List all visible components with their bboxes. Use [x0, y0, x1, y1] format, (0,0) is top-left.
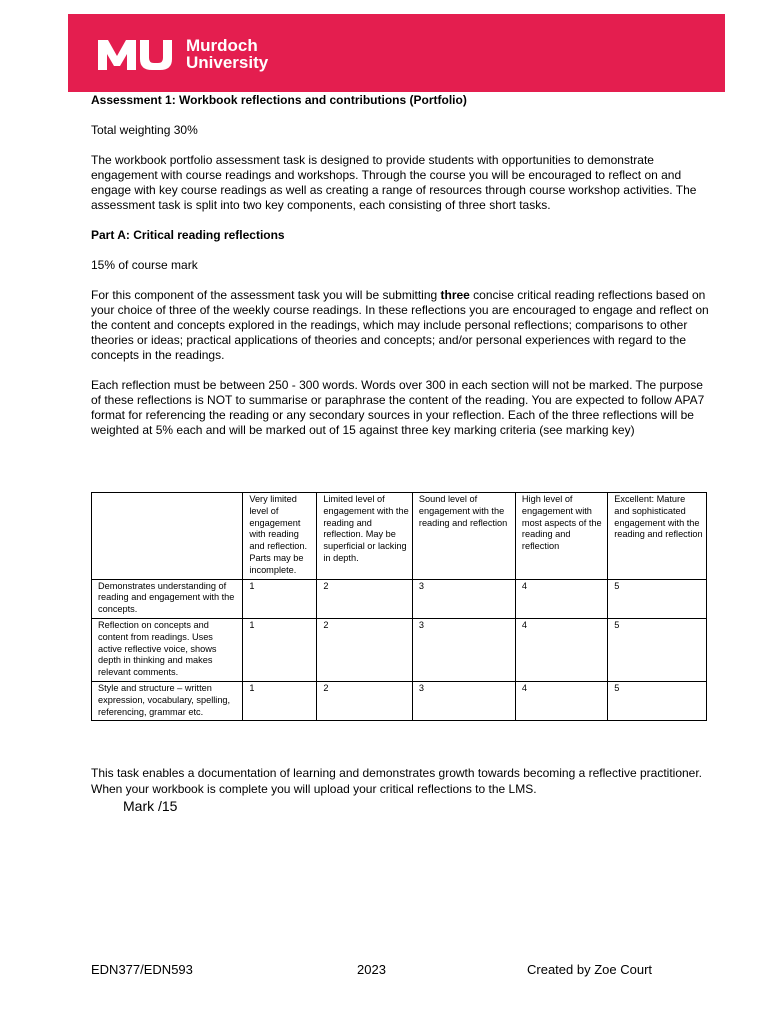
marking-key-table — [91, 492, 707, 721]
table-header-cell: Sound level of engagement with the reading and reflection — [412, 493, 515, 580]
footer-year: 2023 — [357, 962, 386, 977]
criterion-cell: Reflection on concepts and content from readings. Uses active reflective voice, shows depth in thinking and makes relevant comments. — [92, 618, 243, 681]
header-banner — [68, 14, 725, 92]
part-a-heading: Part A: Critical reading reflections — [91, 228, 285, 242]
table-header-cell: High level of engagement with most aspects of the reading and reflection — [515, 493, 607, 580]
logo-line-1: Murdoch — [186, 36, 258, 55]
score-cell: 3 — [412, 618, 515, 681]
para1-post: concise critical reading reflections based on your choice of three of the weekly course readings. In these reflections you are encouraged to engage and reflect on the content and concepts explored in the readings, which may include personal reflections; comparisons to other theories or ideas; practical applications of theories and concepts; and/or personal experiences with regard to the concepts in the readings. — [91, 288, 709, 362]
score-cell: 2 — [317, 618, 413, 681]
score-cell: 4 — [515, 681, 607, 720]
para1-bold: three — [440, 288, 470, 302]
table-header-cell: Excellent: Mature and sophisticated engagement with the reading and reflection — [608, 493, 707, 580]
table-header-row — [92, 493, 707, 580]
footer-author: Created by Zoe Court — [527, 962, 653, 977]
intro-paragraph: The workbook portfolio assessment task is designed to provide students with opportunities to demonstrate engagement with course readings and workshops. Through the course you will be encouraged to reflect on and engage with key course readings as well as creating a range of resources through course workshop activities. The assessment task is split into two key components, each consisting of three short tasks. — [91, 153, 697, 212]
table-header-cell: Very limited level of engagement with reading and reflection. Parts may be incomplete. — [243, 493, 317, 580]
criterion-cell: Style and structure – written expression, vocabulary, spelling, referencing, grammar etc. — [92, 681, 243, 720]
table-row — [92, 579, 707, 618]
score-cell: 2 — [317, 579, 413, 618]
mu-logo-icon — [96, 36, 178, 72]
university-name — [186, 37, 268, 71]
table-header-cell — [92, 493, 243, 580]
score-cell: 4 — [515, 579, 607, 618]
score-cell: 5 — [608, 618, 707, 681]
university-logo — [96, 36, 268, 72]
score-cell: 5 — [608, 681, 707, 720]
page-title: Assessment 1: Workbook reflections and contributions (Portfolio) — [91, 93, 467, 107]
part-a-mark: 15% of course mark — [91, 258, 198, 272]
logo-line-2: University — [186, 53, 269, 72]
score-cell: 4 — [515, 618, 607, 681]
score-cell: 1 — [243, 618, 317, 681]
mark-label: Mark /15 — [123, 798, 178, 814]
score-cell: 1 — [243, 681, 317, 720]
table-row — [92, 618, 707, 681]
score-cell: 3 — [412, 681, 515, 720]
score-cell: 1 — [243, 579, 317, 618]
footer-course-code: EDN377/EDN593 — [91, 962, 193, 977]
weighting-text: Total weighting 30% — [91, 123, 198, 137]
score-cell: 3 — [412, 579, 515, 618]
score-cell: 5 — [608, 579, 707, 618]
document-body — [91, 93, 711, 453]
table-header-cell: Limited level of engagement with the reading and reflection. May be superficial or lacking in depth. — [317, 493, 413, 580]
closing-paragraph: This task enables a documentation of learning and demonstrates growth towards becoming a reflective practitioner. When your workbook is complete you will upload your critical reflections to the LMS. — [91, 766, 703, 796]
score-cell: 2 — [317, 681, 413, 720]
table-row — [92, 681, 707, 720]
para1-pre: For this component of the assessment task you will be submitting — [91, 288, 441, 302]
word-limit-paragraph: Each reflection must be between 250 - 300 words. Words over 300 in each section will not be marked. The purpose of these reflections is NOT to summarise or paraphrase the content of the reading. You are expected to follow APA7 format for referencing the reading or any secondary sources in your reflection. Each of the three reflections will be weighted at 5% each and will be marked out of 15 against three key marking criteria (see marking key) — [91, 378, 705, 437]
criterion-cell: Demonstrates understanding of reading and engagement with the concepts. — [92, 579, 243, 618]
part-a-paragraph — [91, 288, 711, 363]
